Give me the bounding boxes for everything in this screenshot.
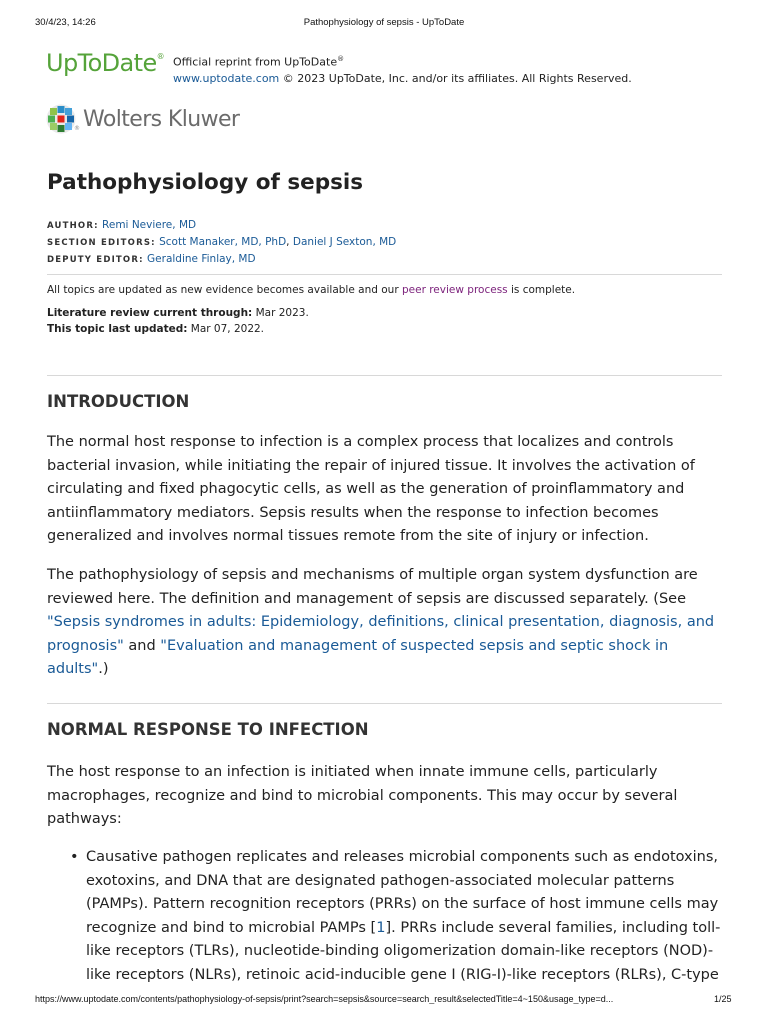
print-page-title: Pathophysiology of sepsis - UpToDate [303, 17, 465, 28]
print-header [0, 17, 768, 31]
list-item [47, 846, 722, 987]
bullet-dot: • [70, 849, 79, 865]
wolters-kluwer-text: Wolters Kluwer [83, 107, 240, 132]
page-number: 1/25 [714, 994, 732, 1004]
sepsis-syndromes-link[interactable]: "Sepsis syndromes in adults: Epidemiology, definitions, clinical presentation, diagnosis, and prognosis" [47, 614, 715, 654]
section-heading-introduction: INTRODUCTION [47, 392, 190, 411]
deputy-editor-row [47, 251, 396, 268]
intro-p2-text-c: .) [98, 661, 109, 677]
divider [47, 703, 722, 704]
reference-link[interactable]: 1 [376, 919, 386, 936]
intro-paragraph-1: The normal host response to infection is a complex process that localizes and controls bacterial invasion, while initiating the repair of injured tissue. It involves the activation of circulating and fixed phagocytic cells, as well as the generation of proinflammatory and antiinflammatory mediators. Sepsis results when the response to infection becomes generalized and involves normal tissues remote from the site of injury or infection. [47, 434, 695, 544]
article-credits [47, 217, 396, 268]
divider [47, 274, 722, 275]
section-editor-2-link[interactable]: Daniel J Sexton, MD [292, 236, 397, 248]
sepsis-management-link[interactable]: "Evaluation and management of suspected sepsis and septic shock in adults" [47, 637, 669, 677]
author-row [47, 217, 396, 234]
print-datetime: 30/4/23, 14:26 [35, 17, 96, 28]
pathway-list [47, 846, 722, 987]
intro-p2-text-b: and [123, 637, 161, 654]
reprint-text: Official reprint from UpToDate [173, 55, 338, 69]
reprint-mark: ® [337, 55, 345, 63]
update-suffix: is complete. [507, 284, 576, 296]
section-editor-1-link[interactable]: Scott Manaker, MD, PhD [159, 236, 287, 248]
deputy-editor-label: DEPUTY EDITOR: [47, 255, 144, 265]
uptodate-logo-text: UpToDate [46, 49, 157, 77]
section-editors-row [47, 234, 396, 251]
page-title: Pathophysiology of sepsis [47, 170, 364, 195]
section-heading-normal-response: NORMAL RESPONSE TO INFECTION [47, 720, 369, 739]
literature-review-line [47, 305, 575, 321]
wolters-kluwer-logo-icon [46, 104, 76, 134]
intro-paragraph-2 [47, 564, 722, 682]
update-info [47, 282, 575, 337]
deputy-editor-link[interactable]: Geraldine Finlay, MD [147, 253, 256, 265]
update-notice [47, 282, 575, 298]
wolters-kluwer-mark: ® [74, 125, 80, 132]
literature-review-value: Mar 2023. [252, 307, 309, 319]
normal-response-paragraph: The host response to an infection is initiated when innate immune cells, particularly macrophages, recognize and bind to microbial components. This may occur by several pathways: [47, 764, 678, 827]
review-dates [47, 305, 575, 337]
uptodate-logo-mark: ® [156, 52, 165, 61]
copyright-text: © 2023 UpToDate, Inc. and/or its affiliates. All Rights Reserved. [279, 71, 632, 85]
author-link[interactable]: Remi Neviere, MD [102, 219, 197, 231]
last-updated-label: This topic last updated: [47, 323, 188, 335]
author-label: AUTHOR: [47, 221, 99, 231]
copyright-line [173, 71, 632, 87]
update-prefix: All topics are updated as new evidence becomes available and our [47, 284, 402, 296]
bullet-1-text-b: ]. PRRs include several families, including toll-like receptors (TLRs), nucleotide-binding oligomerization domain-like receptors (NOD)-like receptors (NLRs), retinoic acid-inducible gene I (RIG-I)-like receptors (RLRs), C-type [86, 919, 721, 983]
divider [47, 375, 722, 376]
section-editor-separator: , [286, 236, 293, 248]
uptodate-site-link[interactable]: www.uptodate.com [173, 71, 280, 85]
literature-review-label: Literature review current through: [47, 307, 253, 319]
section-editors-label: SECTION EDITORS: [47, 238, 156, 248]
bullet-1-text-a: Causative pathogen replicates and releases microbial components such as endotoxins, exotoxins, and DNA that are designated pathogen-associated molecular patterns (PAMPs). Pattern recognition receptors (PRRs) on the surface of host immune cells may recognize and bind to microbial PAMPs [ [86, 849, 719, 936]
print-url: https://www.uptodate.com/contents/pathophysiology-of-sepsis/print?search=sepsis&source=search_result&selectedTitle=4~150&usage_type=d... [35, 994, 614, 1004]
reprint-line [173, 51, 632, 71]
uptodate-logo [46, 49, 164, 77]
peer-review-link[interactable]: peer review process [401, 284, 508, 296]
reprint-notice [173, 51, 632, 87]
last-updated-value: Mar 07, 2022. [187, 323, 265, 335]
intro-p2-text-a: The pathophysiology of sepsis and mechanisms of multiple organ system dysfunction are reviewed here. The definition and management of sepsis are discussed separately. (See [47, 567, 698, 607]
last-updated-line [47, 321, 575, 337]
